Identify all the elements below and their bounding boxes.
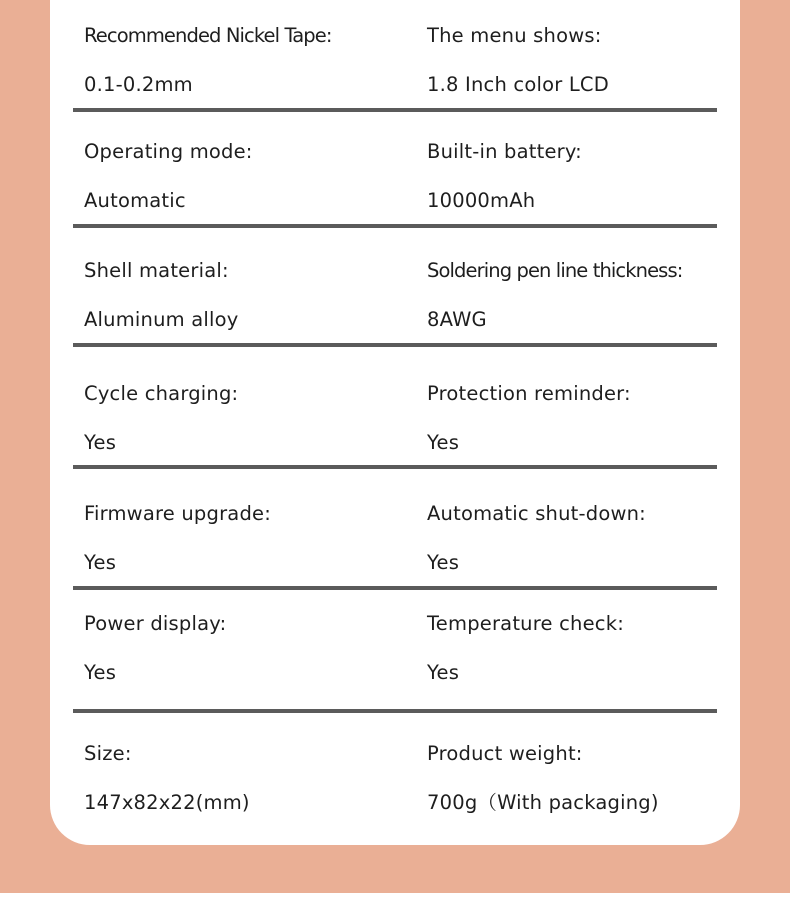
spec-label-pen-line: Soldering pen line thickness: [427, 259, 683, 282]
spec-label-cycle-charging: Cycle charging: [84, 382, 239, 405]
spec-value-firmware-upgrade: Yes [84, 551, 117, 574]
spec-card [50, 0, 740, 845]
spec-label-menu: The menu shows: [427, 24, 602, 47]
spec-value-pen-line: 8AWG [427, 308, 487, 331]
spec-value-auto-shutdown: Yes [427, 551, 460, 574]
spec-value-protection-reminder: Yes [427, 431, 460, 454]
spec-value-nickel-tape: 0.1-0.2mm [84, 73, 193, 96]
spec-label-protection-reminder: Protection reminder: [427, 382, 631, 405]
spec-label-temperature-check: Temperature check: [427, 612, 624, 635]
spec-label-firmware-upgrade: Firmware upgrade: [84, 502, 271, 525]
spec-label-operating-mode: Operating mode: [84, 140, 253, 163]
spec-label-nickel-tape: Recommended Nickel Tape: [84, 24, 332, 47]
spec-label-size: Size: [84, 742, 132, 765]
row-divider [73, 465, 717, 469]
row-divider [73, 709, 717, 713]
spec-value-menu: 1.8 Inch color LCD [427, 73, 609, 96]
spec-value-temperature-check: Yes [427, 661, 460, 684]
row-divider [73, 343, 717, 347]
spec-value-cycle-charging: Yes [84, 431, 117, 454]
spec-label-auto-shutdown: Automatic shut-down: [427, 502, 646, 525]
spec-label-battery: Built-in battery: [427, 140, 582, 163]
row-divider [73, 586, 717, 590]
spec-value-size: 147x82x22(mm) [84, 791, 250, 814]
spec-value-product-weight: 700g（With packaging) [427, 791, 659, 814]
row-divider [73, 108, 717, 112]
spec-value-battery: 10000mAh [427, 189, 536, 212]
row-divider [73, 224, 717, 228]
spec-label-product-weight: Product weight: [427, 742, 583, 765]
spec-label-shell-material: Shell material: [84, 259, 229, 282]
spec-value-shell-material: Aluminum alloy [84, 308, 239, 331]
spec-value-power-display: Yes [84, 661, 117, 684]
spec-label-power-display: Power display: [84, 612, 227, 635]
spec-value-operating-mode: Automatic [84, 189, 186, 212]
